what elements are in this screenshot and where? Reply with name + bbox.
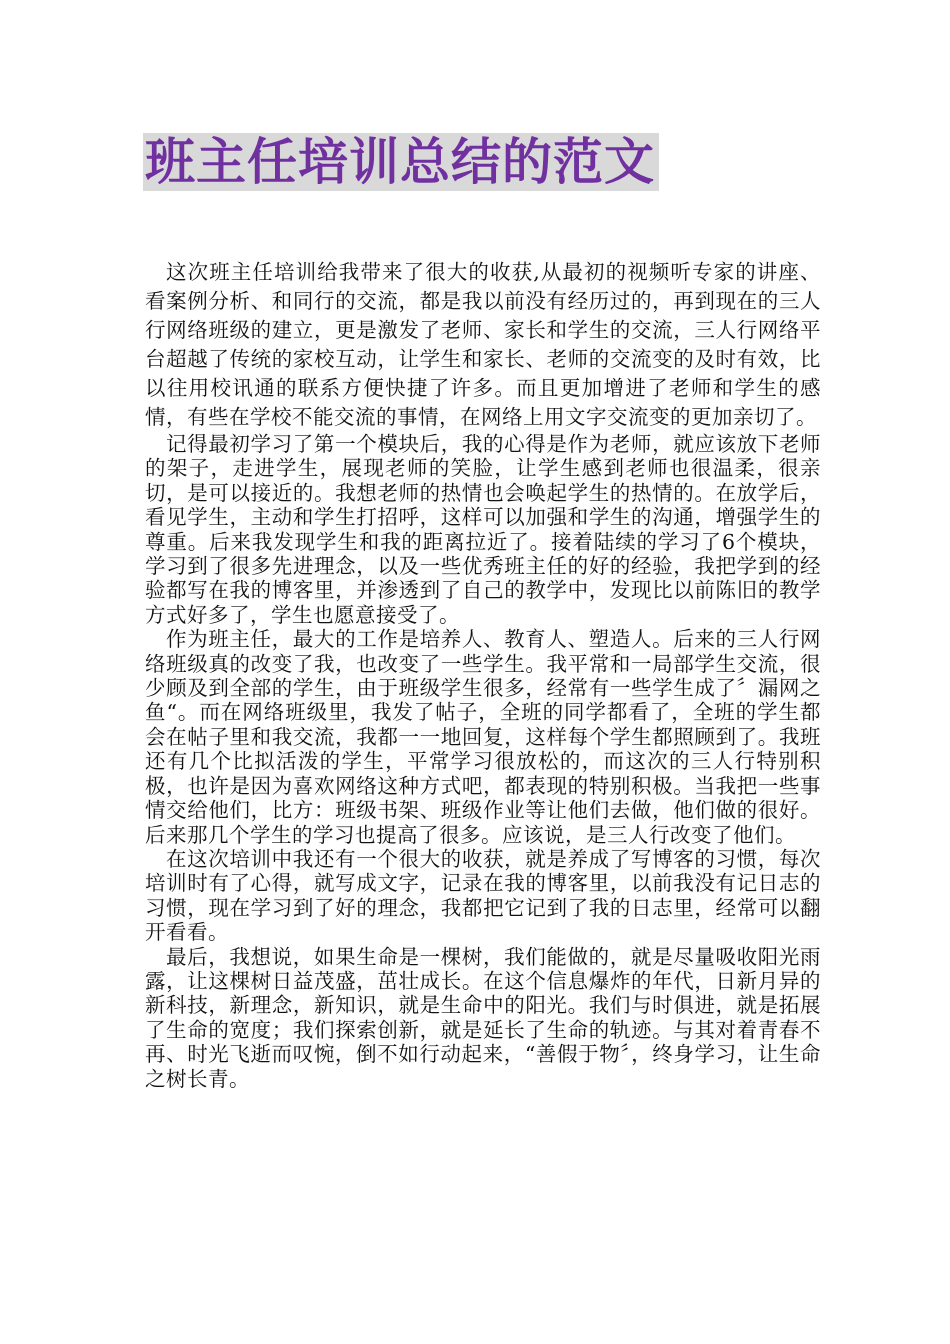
paragraph-4: 在这次培训中我还有一个很大的收获，就是养成了写博客的习惯，每次培训时有了心得，就写成文字，记录在我的博客里，以前我没有记日志的习惯，现在学习到了好的理念，我都把它记到了我的日志里，经常可以翻开看看。 [145, 846, 821, 945]
paragraph-3: 作为班主任，最大的工作是培养人、教育人、塑造人。后来的三人行网络班级真的改变了我，也改变了一些学生。我平常和一局部学生交流，很少顾及到全部的学生，由于班级学生很多，经常有一些学生成了〞漏网之鱼“。而在网络班级里，我发了帖子，全班的同学都看了，全班的学生都会在帖子里和我交流，我都一一地回复，这样每个学生都照顾到了。我班还有几个比拟活泼的学生，平常学习很放松的，而这次的三人行特别积极，也许是因为喜欢网络这种方式吧，都表现的特别积极。当我把一些事情交给他们，比方：班级书架、班级作业等让他们去做，他们做的很好。后来那几个学生的学习也提高了很多。应该说，是三人行改变了他们。 [145, 627, 821, 847]
paragraph-5: 最后，我想说，如果生命是一棵树，我们能做的，就是尽量吸收阳光雨露，让这棵树日益茂盛，茁壮成长。在这个信息爆炸的年代，日新月异的新科技，新理念，新知识，就是生命中的阳光。我们与时俱进，就是拓展了生命的宽度；我们探索创新，就是延长了生命的轨迹。与其对着青春不再、时光飞逝而叹惋，倒不如行动起来，“善假于物〞，终身学习，让生命之树长青。 [145, 944, 821, 1091]
document-title: 班主任培训总结的范文 [145, 133, 655, 191]
title-highlight [143, 133, 659, 191]
document-body [145, 258, 821, 1091]
paragraph-2: 记得最初学习了第一个模块后，我的心得是作为老师，就应该放下老师的架子，走进学生，展现老师的笑脸，让学生感到老师也很温柔，很亲切，是可以接近的。我想老师的热情也会唤起学生的热情的。在放学后，看见学生，主动和学生打招呼，这样可以加强和学生的沟通，增强学生的尊重。后来我发现学生和我的距离拉近了。接着陆续的学习了6个模块，学习到了很多先进理念，以及一些优秀班主任的好的经验，我把学到的经验都写在我的博客里，并渗透到了自己的教学中，发现比以前陈旧的教学方式好多了，学生也愿意接受了。 [145, 432, 821, 627]
paragraph-1: 这次班主任培训给我带来了很大的收获,从最初的视频听专家的讲座、看案例分析、和同行的交流，都是我以前没有经历过的，再到现在的三人行网络班级的建立，更是激发了老师、家长和学生的交流，三人行网络平台超越了传统的家校互动，让学生和家长、老师的交流变的及时有效，比以往用校讯通的联系方便快捷了许多。而且更加增进了老师和学生的感情，有些在学校不能交流的事情，在网络上用文字交流变的更加亲切了。 [145, 260, 821, 429]
